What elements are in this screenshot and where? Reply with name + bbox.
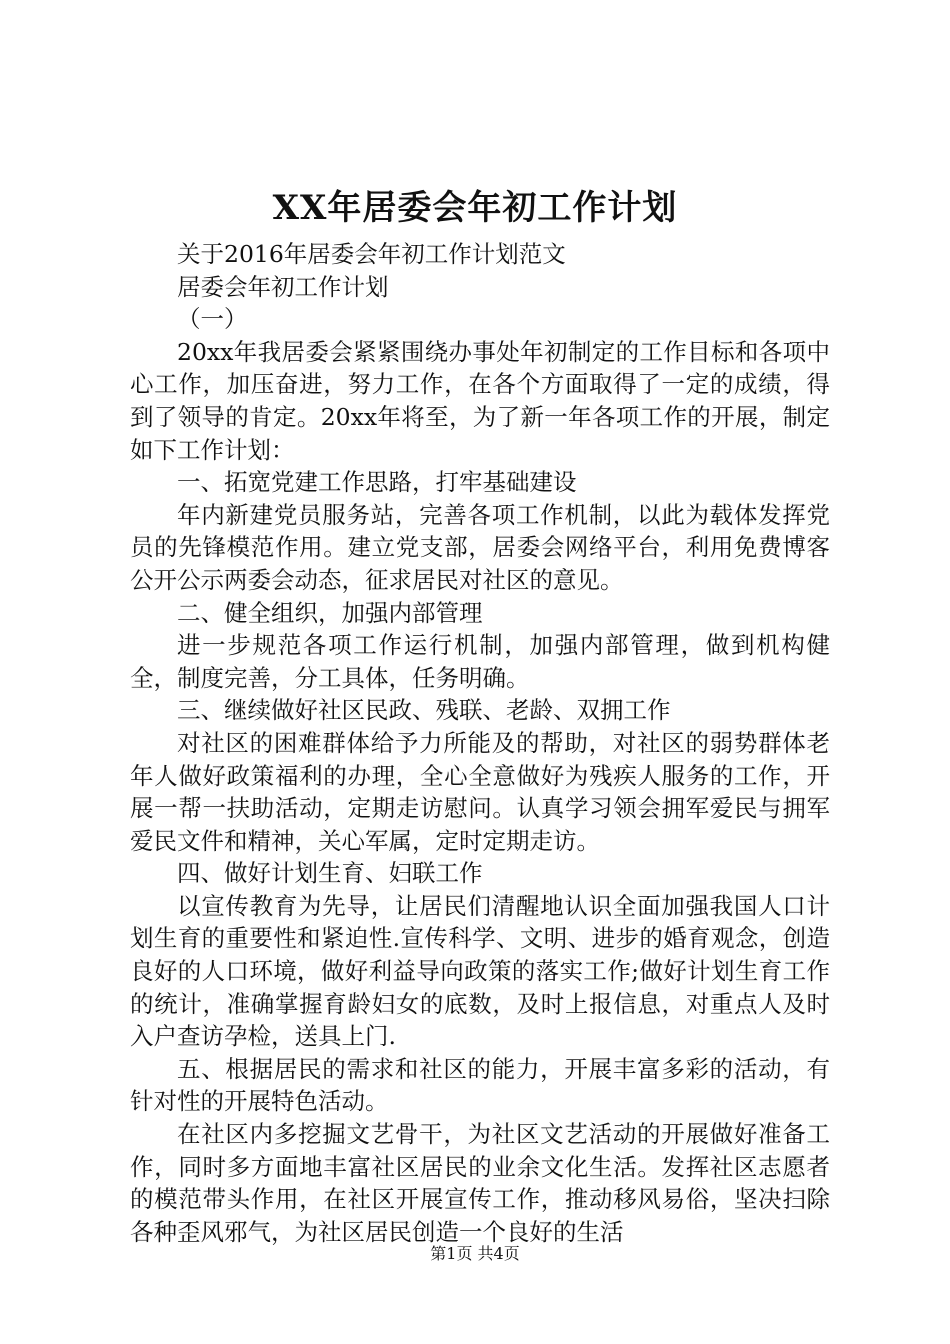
section-number: （一） [177,305,248,334]
paragraph: 对社区的困难群体给予力所能及的帮助，对社区的弱势群体老年人做好政策福利的办理，全心全意做好为残疾人服务的工作，开展一帮一扶助活动，定期走访慰问。认真学习领会拥军爱民与拥军爱民文件和精神，关心军属，定时定期走访。 [130,728,830,855]
paragraph: 年内新建党员服务站，完善各项工作机制，以此为载体发挥党员的先锋模范作用。建立党支部，居委会网络平台，利用免费博客公开公示两委会动态，征求居民对社区的意见。 [130,500,830,594]
section-heading: 二、健全组织，加强内部管理 [177,598,483,627]
paragraph: 在社区内多挖掘文艺骨干，为社区文艺活动的开展做好准备工作，同时多方面地丰富社区居民的业余文化生活。发挥社区志愿者的模范带头作用，在社区开展宣传工作，推动移风易俗，坚决扫除各种歪风邪气，为社区居民创造一个良好的生活 [130,1120,830,1246]
section-heading: 三、继续做好社区民政、残联、老龄、双拥工作 [177,696,671,725]
paragraph: 20xx年我居委会紧紧围绕办事处年初制定的工作目标和各项中心工作，加压奋进，努力工作，在各个方面取得了一定的成绩，得到了领导的肯定。20xx年将至，为了新一年各项工作的开展，制定如下工作计划： [130,337,830,464]
section-heading: 五、根据居民的需求和社区的能力，开展丰富多彩的活动，有针对性的开展特色活动。 [130,1054,830,1116]
paragraph: 以宣传教育为先导，让居民们清醒地认识全面加强我国人口计划生育的重要性和紧迫性.宣传科学、文明、进步的婚育观念，创造良好的人口环境，做好利益导向政策的落实工作;做好计划生育工作的统计，准确掌握育龄妇女的底数，及时上报信息，对重点人及时入户查访孕检，送具上门. [130,891,830,1051]
page-footer: 第1页 共4页 [430,1244,520,1263]
subtitle-line: 居委会年初工作计划 [177,272,389,301]
section-heading: 四、做好计划生育、妇联工作 [177,859,483,888]
document-body [130,238,830,1248]
subtitle-line: 关于2016年居委会年初工作计划范文 [177,240,566,268]
document-title: XX年居委会年初工作计划 [272,188,678,228]
section-heading: 一、拓宽党建工作思路，打牢基础建设 [177,468,577,497]
paragraph: 进一步规范各项工作运行机制，加强内部管理，做到机构健全，制度完善，分工具体，任务明确。 [130,631,830,692]
